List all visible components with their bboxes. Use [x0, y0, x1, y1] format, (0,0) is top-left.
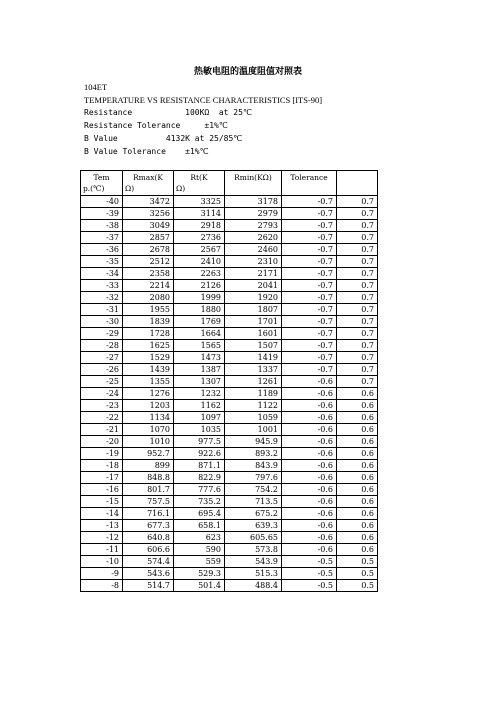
rmax-cell: 2080 [123, 292, 174, 304]
table-row [81, 448, 378, 460]
rt-cell: 3114 [174, 208, 225, 220]
table-row [81, 496, 378, 508]
temp-cell: -11 [81, 544, 123, 556]
tol-plus-cell: 0.6 [337, 520, 378, 532]
tol-minus-cell: -0.6 [282, 496, 337, 508]
temp-cell: -21 [81, 424, 123, 436]
rmin-cell: 675.2 [225, 508, 282, 520]
tol-plus-cell: 0.7 [337, 208, 378, 220]
rmin-cell: 797.6 [225, 472, 282, 484]
rmax-cell: 2857 [123, 232, 174, 244]
table-row [81, 484, 378, 496]
tol-minus-cell: -0.7 [282, 256, 337, 268]
table-row [81, 232, 378, 244]
rt-cell: 777.6 [174, 484, 225, 496]
rmax-cell: 716.1 [123, 508, 174, 520]
tol-plus-cell: 0.6 [337, 532, 378, 544]
temp-cell: -13 [81, 520, 123, 532]
temp-cell: -10 [81, 556, 123, 568]
rmin-cell: 2310 [225, 256, 282, 268]
rt-cell: 1999 [174, 292, 225, 304]
resistance-table [80, 170, 378, 592]
rmin-cell: 573.8 [225, 544, 282, 556]
table-row [81, 388, 378, 400]
temp-cell: -8 [81, 580, 123, 592]
rmax-cell: 1203 [123, 400, 174, 412]
temp-cell: -38 [81, 220, 123, 232]
tol-plus-cell: 0.6 [337, 388, 378, 400]
table-row [81, 580, 378, 592]
rmin-cell: 3178 [225, 196, 282, 208]
rmin-cell: 488.4 [225, 580, 282, 592]
tol-minus-cell: -0.6 [282, 412, 337, 424]
tol-minus-cell: -0.6 [282, 388, 337, 400]
rmin-cell: 2793 [225, 220, 282, 232]
table-row [81, 424, 378, 436]
tol-minus-cell: -0.6 [282, 460, 337, 472]
temp-cell: -32 [81, 292, 123, 304]
rmin-cell: 605.65 [225, 532, 282, 544]
rmin-cell: 2979 [225, 208, 282, 220]
rt-cell: 1565 [174, 340, 225, 352]
tol-minus-cell: -0.7 [282, 280, 337, 292]
document-title: 热敏电阻的温度阻值对照表 [193, 67, 302, 77]
tol-minus-cell: -0.5 [282, 580, 337, 592]
tol-plus-cell: 0.6 [337, 508, 378, 520]
temp-cell: -15 [81, 496, 123, 508]
rmax-cell: 514.7 [123, 580, 174, 592]
tol-plus-cell: 0.7 [337, 364, 378, 376]
table-row [81, 256, 378, 268]
tol-plus-cell: 0.7 [337, 292, 378, 304]
rmin-cell: 1122 [225, 400, 282, 412]
header-tolerance: Tolerance [282, 171, 337, 196]
tol-minus-cell: -0.7 [282, 196, 337, 208]
tol-plus-cell: 0.6 [337, 436, 378, 448]
table-row [81, 544, 378, 556]
tol-plus-cell: 0.7 [337, 280, 378, 292]
tol-minus-cell: -0.6 [282, 400, 337, 412]
rmax-cell: 1439 [123, 364, 174, 376]
rt-cell: 922.6 [174, 448, 225, 460]
table-row [81, 436, 378, 448]
tol-plus-cell: 0.6 [337, 400, 378, 412]
tol-plus-cell: 0.7 [337, 340, 378, 352]
temp-cell: -20 [81, 436, 123, 448]
temp-cell: -22 [81, 412, 123, 424]
temp-cell: -9 [81, 568, 123, 580]
rmax-cell: 757.5 [123, 496, 174, 508]
tol-minus-cell: -0.7 [282, 244, 337, 256]
tol-plus-cell: 0.6 [337, 424, 378, 436]
rt-cell: 559 [174, 556, 225, 568]
temp-cell: -35 [81, 256, 123, 268]
rmax-cell: 1728 [123, 328, 174, 340]
tol-minus-cell: -0.6 [282, 472, 337, 484]
tol-minus-cell: -0.6 [282, 376, 337, 388]
tol-minus-cell: -0.6 [282, 508, 337, 520]
tol-minus-cell: -0.7 [282, 352, 337, 364]
tol-minus-cell: -0.7 [282, 340, 337, 352]
rmin-cell: 543.9 [225, 556, 282, 568]
rt-cell: 529.3 [174, 568, 225, 580]
tol-plus-cell: 0.6 [337, 472, 378, 484]
rt-cell: 1097 [174, 412, 225, 424]
tol-plus-cell: 0.6 [337, 544, 378, 556]
tol-minus-cell: -0.7 [282, 364, 337, 376]
tol-minus-cell: -0.6 [282, 424, 337, 436]
temp-cell: -12 [81, 532, 123, 544]
rmin-cell: 893.2 [225, 448, 282, 460]
rmin-cell: 1807 [225, 304, 282, 316]
temp-cell: -29 [81, 328, 123, 340]
rt-cell: 2263 [174, 268, 225, 280]
table-row [81, 196, 378, 208]
table-body [81, 196, 378, 592]
tol-plus-cell: 0.6 [337, 460, 378, 472]
table-row [81, 220, 378, 232]
tol-plus-cell: 0.7 [337, 232, 378, 244]
temp-cell: -26 [81, 364, 123, 376]
tol-plus-cell: 0.6 [337, 496, 378, 508]
rt-cell: 871.1 [174, 460, 225, 472]
tol-plus-cell: 0.7 [337, 220, 378, 232]
rmax-cell: 952.7 [123, 448, 174, 460]
table-row [81, 532, 378, 544]
temp-cell: -30 [81, 316, 123, 328]
rmax-cell: 1070 [123, 424, 174, 436]
temp-cell: -25 [81, 376, 123, 388]
tol-plus-cell: 0.6 [337, 484, 378, 496]
rt-cell: 1769 [174, 316, 225, 328]
table-row [81, 352, 378, 364]
table-row [81, 508, 378, 520]
temp-cell: -34 [81, 268, 123, 280]
table-row [81, 520, 378, 532]
b-value-tolerance-spec: B Value Tolerance ±1%℃ [84, 147, 209, 156]
rmax-cell: 1955 [123, 304, 174, 316]
table-row [81, 364, 378, 376]
tol-minus-cell: -0.7 [282, 268, 337, 280]
table-row [81, 556, 378, 568]
tol-minus-cell: -0.5 [282, 556, 337, 568]
temp-cell: -31 [81, 304, 123, 316]
temp-cell: -28 [81, 340, 123, 352]
tol-plus-cell: 0.6 [337, 412, 378, 424]
table-row [81, 280, 378, 292]
rt-cell: 2567 [174, 244, 225, 256]
tol-plus-cell: 0.5 [337, 556, 378, 568]
rmin-cell: 2460 [225, 244, 282, 256]
rmax-cell: 1134 [123, 412, 174, 424]
rmin-cell: 1261 [225, 376, 282, 388]
model-number: 104ET [84, 82, 108, 92]
table-row [81, 460, 378, 472]
temp-cell: -18 [81, 460, 123, 472]
rmin-cell: 945.9 [225, 436, 282, 448]
table-row [81, 340, 378, 352]
rmax-cell: 1010 [123, 436, 174, 448]
rt-cell: 658.1 [174, 520, 225, 532]
tol-minus-cell: -0.6 [282, 520, 337, 532]
rmax-cell: 1355 [123, 376, 174, 388]
rmax-cell: 1276 [123, 388, 174, 400]
rmin-cell: 754.2 [225, 484, 282, 496]
tol-minus-cell: -0.6 [282, 544, 337, 556]
temp-cell: -16 [81, 484, 123, 496]
tol-plus-cell: 0.7 [337, 352, 378, 364]
tol-minus-cell: -0.7 [282, 316, 337, 328]
rt-cell: 1473 [174, 352, 225, 364]
rmax-cell: 1529 [123, 352, 174, 364]
table-row [81, 568, 378, 580]
rt-cell: 1162 [174, 400, 225, 412]
rt-cell: 2410 [174, 256, 225, 268]
tol-plus-cell: 0.6 [337, 448, 378, 460]
rmax-cell: 1839 [123, 316, 174, 328]
rt-cell: 977.5 [174, 436, 225, 448]
table-row [81, 412, 378, 424]
temp-cell: -40 [81, 196, 123, 208]
rt-cell: 2918 [174, 220, 225, 232]
rt-cell: 501.4 [174, 580, 225, 592]
rt-cell: 695.4 [174, 508, 225, 520]
rmax-cell: 3472 [123, 196, 174, 208]
temp-cell: -27 [81, 352, 123, 364]
tol-minus-cell: -0.7 [282, 328, 337, 340]
rmin-cell: 515.3 [225, 568, 282, 580]
tol-plus-cell: 0.7 [337, 244, 378, 256]
temp-cell: -24 [81, 388, 123, 400]
tol-minus-cell: -0.7 [282, 232, 337, 244]
rmin-cell: 1419 [225, 352, 282, 364]
header-temp: Tem p.(℃) [81, 171, 123, 196]
temp-cell: -23 [81, 400, 123, 412]
table-header-row [81, 171, 378, 196]
rt-cell: 623 [174, 532, 225, 544]
rmax-cell: 2358 [123, 268, 174, 280]
rmax-cell: 848.8 [123, 472, 174, 484]
table-row [81, 316, 378, 328]
rt-cell: 822.9 [174, 472, 225, 484]
table-row [81, 304, 378, 316]
rmax-cell: 677.3 [123, 520, 174, 532]
rmin-cell: 1601 [225, 328, 282, 340]
tol-minus-cell: -0.6 [282, 484, 337, 496]
rmin-cell: 1507 [225, 340, 282, 352]
rmax-cell: 606.6 [123, 544, 174, 556]
rmin-cell: 713.5 [225, 496, 282, 508]
rmax-cell: 640.8 [123, 532, 174, 544]
tol-plus-cell: 0.7 [337, 376, 378, 388]
rt-cell: 2126 [174, 280, 225, 292]
table-row [81, 376, 378, 388]
table-row [81, 472, 378, 484]
tol-plus-cell: 0.7 [337, 196, 378, 208]
rt-cell: 1664 [174, 328, 225, 340]
rt-cell: 1232 [174, 388, 225, 400]
rmax-cell: 2678 [123, 244, 174, 256]
tol-minus-cell: -0.7 [282, 220, 337, 232]
rmax-cell: 2214 [123, 280, 174, 292]
rt-cell: 735.2 [174, 496, 225, 508]
rmin-cell: 1337 [225, 364, 282, 376]
rmax-cell: 543.6 [123, 568, 174, 580]
table-row [81, 208, 378, 220]
tol-minus-cell: -0.6 [282, 532, 337, 544]
header-rmin: Rmin(KΩ) [225, 171, 282, 196]
resistance-spec: Resistance 100KΩ at 25℃ [84, 108, 252, 117]
temp-cell: -14 [81, 508, 123, 520]
rmin-cell: 1920 [225, 292, 282, 304]
subtitle: TEMPERATURE VS RESISTANCE CHARACTERISTICS [ITS-90] [84, 95, 323, 105]
rt-cell: 1387 [174, 364, 225, 376]
rmax-cell: 3049 [123, 220, 174, 232]
tol-plus-cell: 0.7 [337, 304, 378, 316]
tol-plus-cell: 0.5 [337, 580, 378, 592]
header-rmax: Rmax(K Ω) [123, 171, 174, 196]
rmin-cell: 1059 [225, 412, 282, 424]
temp-cell: -39 [81, 208, 123, 220]
temp-cell: -33 [81, 280, 123, 292]
rt-cell: 1880 [174, 304, 225, 316]
tol-minus-cell: -0.7 [282, 292, 337, 304]
table-row [81, 328, 378, 340]
tol-minus-cell: -0.6 [282, 448, 337, 460]
table-row [81, 400, 378, 412]
b-value-spec: B Value 4132K at 25/85℃ [84, 134, 243, 143]
rmax-cell: 3256 [123, 208, 174, 220]
temp-cell: -36 [81, 244, 123, 256]
tol-plus-cell: 0.7 [337, 256, 378, 268]
tol-plus-cell: 0.5 [337, 568, 378, 580]
rmax-cell: 801.7 [123, 484, 174, 496]
rt-cell: 1035 [174, 424, 225, 436]
header-tolerance-plus [337, 171, 378, 196]
tol-plus-cell: 0.7 [337, 316, 378, 328]
rmax-cell: 899 [123, 460, 174, 472]
tol-plus-cell: 0.7 [337, 328, 378, 340]
tol-plus-cell: 0.7 [337, 268, 378, 280]
rmin-cell: 2620 [225, 232, 282, 244]
resistance-tolerance-spec: Resistance Tolerance ±1%℃ [84, 121, 228, 130]
rmin-cell: 2041 [225, 280, 282, 292]
rt-cell: 1307 [174, 376, 225, 388]
tol-minus-cell: -0.5 [282, 568, 337, 580]
table-row [81, 268, 378, 280]
temp-cell: -19 [81, 448, 123, 460]
rmax-cell: 1625 [123, 340, 174, 352]
temp-cell: -17 [81, 472, 123, 484]
rmax-cell: 2512 [123, 256, 174, 268]
rmin-cell: 1001 [225, 424, 282, 436]
header-rt: Rt(K Ω) [174, 171, 225, 196]
rmin-cell: 2171 [225, 268, 282, 280]
temp-cell: -37 [81, 232, 123, 244]
tol-minus-cell: -0.7 [282, 208, 337, 220]
table-row [81, 244, 378, 256]
tol-minus-cell: -0.7 [282, 304, 337, 316]
rmin-cell: 1189 [225, 388, 282, 400]
rmin-cell: 1701 [225, 316, 282, 328]
tol-minus-cell: -0.6 [282, 436, 337, 448]
rmax-cell: 574.4 [123, 556, 174, 568]
rmin-cell: 639.3 [225, 520, 282, 532]
rt-cell: 3325 [174, 196, 225, 208]
rt-cell: 2736 [174, 232, 225, 244]
table-row [81, 292, 378, 304]
rt-cell: 590 [174, 544, 225, 556]
rmin-cell: 843.9 [225, 460, 282, 472]
